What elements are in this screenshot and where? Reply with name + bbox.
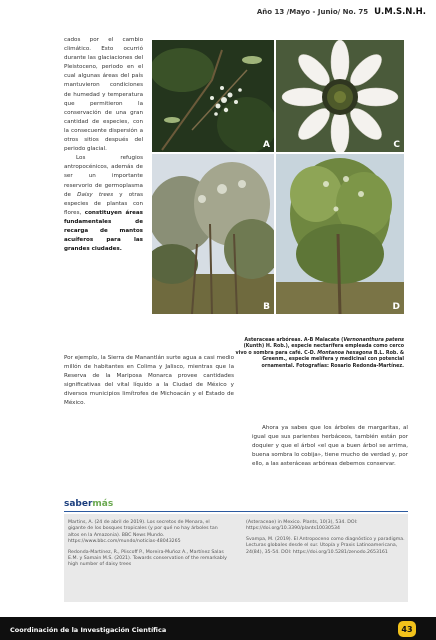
photo-label: C <box>393 140 400 150</box>
figure-caption <box>234 338 404 370</box>
references-left <box>68 520 228 573</box>
wide-column: Por ejemplo, la Sierra de Manantlán surte agua a casi medio millón de habitantes en Colima y Jalisco, mientras que la Reserva de la Mariposa Monarca provee cantidades significativas del vital líquido a la Ciudad de México y diversos municipios limítrofes de Michoacán y el Estado de México. <box>64 355 234 407</box>
italic-term: Daisy trees <box>77 191 114 198</box>
photo-label: B <box>263 302 270 312</box>
logo-divider <box>64 511 408 512</box>
sabermas-logo <box>64 499 113 509</box>
bold-statement: constituyen áreas fundamentales de recarga de mantos acuíferos para las grandes ciudades. <box>64 209 143 253</box>
text-run: Los refugios antropocénicos, además de ser un importante reservorio de germoplasma de <box>64 155 143 198</box>
logo-part: más <box>92 499 114 509</box>
logo-part: saber <box>64 499 93 509</box>
paragraph <box>64 154 143 254</box>
footer-title: Coordinación de la Investigación Científica <box>10 626 167 634</box>
reference-entry: Redonda-Martínez, R., Pliscoff P., Moreira-Muñoz A., Martínez Salas E.M. y Samain M.S. (2021). Towards conservation of the remarkably high number of daisy trees <box>68 549 227 568</box>
photo-label: D <box>392 302 400 312</box>
caption-species: Vernonanthura patens <box>343 338 404 343</box>
photo-d <box>276 154 404 314</box>
brand-label: U.M.S.N.H. <box>374 7 426 17</box>
caption-text: Asteraceae arbóreas. A-B Malacate ( <box>244 338 344 343</box>
caption-species: Montanoa hexagona <box>317 350 373 356</box>
text-run: y otras especies de plantas con flores, <box>64 191 143 216</box>
narrow-column <box>64 36 143 254</box>
caption-text: B.L. Rob. & Greenm., especie melífera y medicinal con potencial ornamental. Fotografías: Rosario Redonda-Martínez. <box>261 350 404 369</box>
photo-c <box>276 40 404 152</box>
reference-entry: (Asteraceae) in Mexico. Plants, 10(3), 534. DOI: https://doi.org/10.3390/plants10030534 <box>246 520 358 532</box>
page-header <box>257 4 426 20</box>
photo-a <box>152 40 274 152</box>
photo-label: A <box>263 140 270 150</box>
paragraph: cados por el cambio climático. Esto ocurrió durante las glaciaciones del Pleistoceno, periodo en el cual algunas áreas del país mantuvieron condiciones de humedad y temperatura que permitieron la conservación de una gran cantidad de especies, con la consecuente dispersión a otros sitios después del periodo glacial. <box>64 37 143 153</box>
issue-label: Año 13 /Mayo - Junio/ No. 75 <box>256 8 369 16</box>
right-column: Ahora ya sabes que los árboles de margaritas, al igual que sus parientes herbáceos, también están por doquier y que el árbol «el que a buen árbol se arrima, buena sombra lo cobija», tiene mucho de verdad y, por ello, a las asteráceas arbóreas debemos conservar. <box>252 425 408 468</box>
photo-b <box>152 154 274 314</box>
page-number: 43 <box>398 621 416 637</box>
reference-entry: Svampa, M. (2019). El Antropoceno como diagnóstico y paradigma. Lecturas globales desde el sur. Utopía y Praxis Latinoamericana, 24(84), 35-54. DOI: https://doi.org/10.5281/zenodo.2653161 <box>246 536 405 555</box>
references-right <box>246 520 406 560</box>
reference-entry: Martins, A. (24 de abril de 2019). Los secretos de Menara, el gigante de los bosques tropicales (y por qué no hay árboles tan altos en la Amazonia). BBC News Mundo. https://www.bbc.com/mundo/noticias-48043265 <box>68 520 218 545</box>
caption-text: (Kunth) H. Rob.), especie nectarífera empleada como cerco vivo o sombra para café. C-D. <box>235 344 404 356</box>
